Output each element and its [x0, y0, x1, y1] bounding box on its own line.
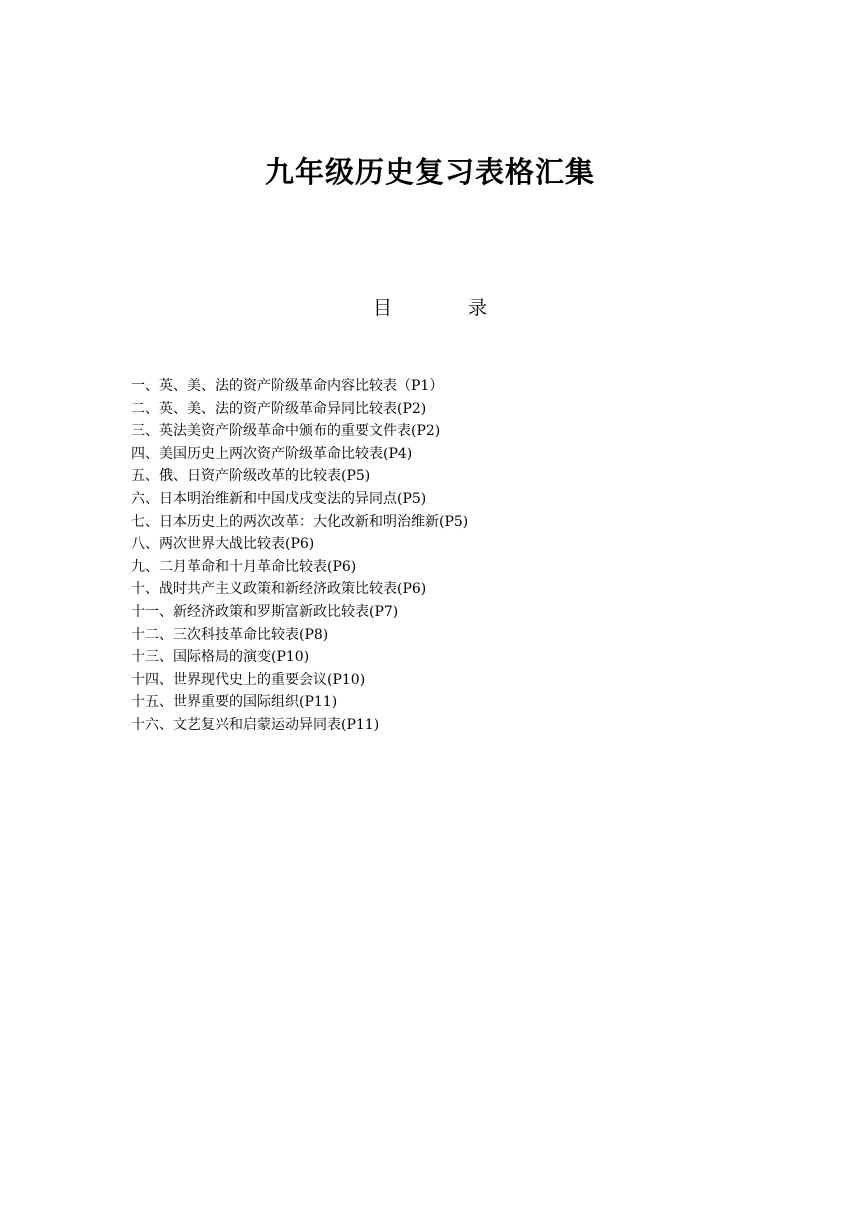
toc-item: 六、日本明治维新和中国戊戌变法的异同点(P5)	[131, 490, 427, 507]
toc-item: 十一、新经济政策和罗斯富新政比较表(P7)	[131, 603, 399, 620]
document-title: 九年级历史复习表格汇集	[264, 155, 595, 189]
toc-item: 七、日本历史上的两次改革：大化改新和明治维新(P5)	[131, 513, 469, 530]
toc-item: 一、英、美、法的资产阶级革命内容比较表（P1）	[131, 378, 444, 394]
toc-item: 十二、三次科技革命比较表(P8)	[131, 626, 329, 643]
toc-item: 十四、世界现代史上的重要会议(P10)	[131, 671, 366, 688]
toc-heading	[0, 294, 860, 322]
toc-item: 八、两次世界大战比较表(P6)	[131, 536, 315, 553]
toc-item: 十三、国际格局的演变(P10)	[131, 649, 310, 666]
toc-list	[131, 375, 468, 737]
toc-item: 三、英法美资产阶级革命中颁布的重要文件表(P2)	[131, 423, 441, 440]
toc-heading-right: 录	[468, 297, 488, 319]
toc-heading-left: 目	[372, 297, 392, 319]
toc-item: 九、二月革命和十月革命比较表(P6)	[131, 558, 357, 575]
toc-item: 二、英、美、法的资产阶级革命异同比较表(P2)	[131, 400, 427, 417]
toc-item: 十、战时共产主义政策和新经济政策比较表(P6)	[131, 581, 427, 598]
toc-item: 五、俄、日资产阶级改革的比较表(P5)	[131, 468, 371, 485]
toc-item: 四、美国历史上两次资产阶级革命比较表(P4)	[131, 445, 413, 462]
toc-item: 十五、世界重要的国际组织(P11)	[131, 694, 338, 711]
toc-item: 十六、文艺复兴和启蒙运动异同表(P11)	[131, 716, 380, 733]
